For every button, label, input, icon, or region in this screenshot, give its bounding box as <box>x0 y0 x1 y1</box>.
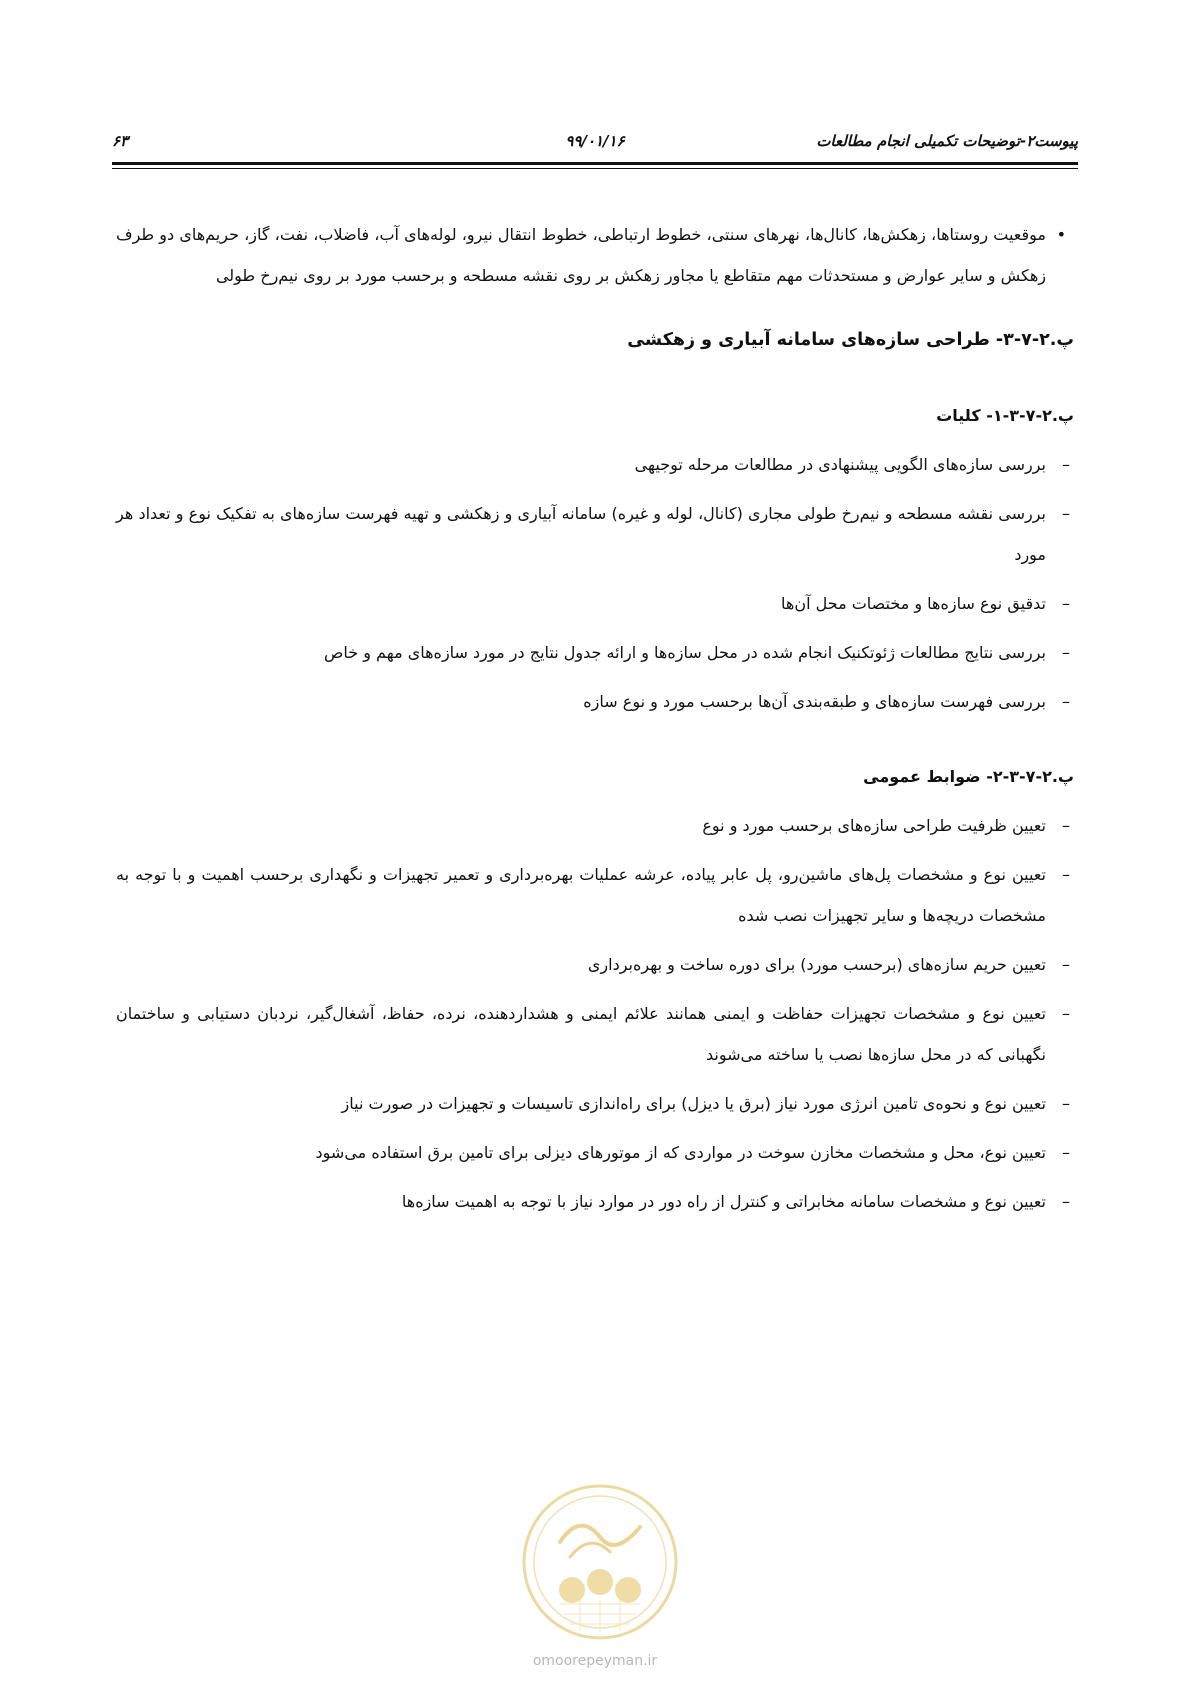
intro-bullet-text: موقعیت روستاها، زهکش‌ها، کانال‌ها، نهرهای سنتی، خطوط ارتباطی، خطوط انتقال نیرو، لوله‌های آب، فاضلاب، نفت، گاز، حریم‌های دو طرف زهکش و سایر عوارض و مستحدثات مهم متقاطع یا مجاور زهکش بر روی نقشه مسطحه و برحسب مورد بر روی نیم‌رخ طولی <box>116 225 1046 285</box>
dash-icon: – <box>1062 643 1070 662</box>
header-rule-thick <box>112 162 1078 165</box>
header-rule-thin <box>112 168 1078 169</box>
dash-icon: – <box>1062 594 1070 613</box>
list-item: – تعیین حریم سازه‌های (برحسب مورد) برای دوره ساخت و بهره‌برداری <box>116 944 1074 985</box>
watermark-url: omoorepeyman.ir <box>532 1653 658 1669</box>
dash-icon: – <box>1062 955 1070 974</box>
dash-icon: – <box>1062 1192 1070 1211</box>
dash-icon: – <box>1062 504 1070 523</box>
dash-icon: – <box>1062 1143 1070 1162</box>
list-item: – تدقیق نوع سازه‌ها و مختصات محل آن‌ها <box>116 583 1074 624</box>
list-item: – بررسی فهرست سازه‌های و طبقه‌بندی آن‌ها برحسب مورد و نوع سازه <box>116 681 1074 722</box>
watermark-seal-icon <box>520 1482 680 1642</box>
list-item: – تعیین نوع و مشخصات پل‌های ماشین‌رو، پل عابر پیاده، عرشه عملیات بهره‌برداری و تعمیر تجهیزات و نگهداری برحسب اهمیت و با توجه به مشخصات دریچه‌ها و سایر تجهیزات نصب شده <box>116 854 1074 936</box>
page-number: ۶۳ <box>112 132 129 150</box>
page-header <box>112 128 1078 154</box>
section-heading: پ.۲-۷-۳- طراحی سازه‌های سامانه آبیاری و زهکشی <box>627 330 1074 350</box>
dash-icon: – <box>1062 1094 1070 1113</box>
intro-bullet <box>116 214 1074 296</box>
subsection-2-heading: پ.۲-۷-۳-۲- ضوابط عمومی <box>863 767 1074 786</box>
document-body <box>116 214 1074 1230</box>
dash-icon: – <box>1062 865 1070 884</box>
list-item: – تعیین نوع، محل و مشخصات مخازن سوخت در مواردی که از موتورهای دیزلی برای تامین برق استفاده می‌شود <box>116 1132 1074 1173</box>
dash-icon: – <box>1062 455 1070 474</box>
list-item: – تعیین نوع و مشخصات تجهیزات حفاظت و ایمنی همانند علائم ایمنی و هشداردهنده، نرده، حفاظ، آشغال‌گیر، نردبان دستیابی و ساختمان نگهبانی که در محل سازه‌ها نصب یا ساخته می‌شوند <box>116 993 1074 1075</box>
list-item: – تعیین نوع و نحوه‌ی تامین انرژی مورد نیاز (برق یا دیزل) برای راه‌اندازی تاسیسات و تجهیزات در صورت نیاز <box>116 1083 1074 1124</box>
list-item: – تعیین ظرفیت طراحی سازه‌های برحسب مورد و نوع <box>116 805 1074 846</box>
list-item: – تعیین نوع و مشخصات سامانه مخابراتی و کنترل از راه دور در موارد نیاز با توجه به اهمیت سازه‌ها <box>116 1181 1074 1222</box>
dash-icon: – <box>1062 816 1070 835</box>
header-title: پیوست۲-توضیحات تکمیلی انجام مطالعات <box>816 132 1078 150</box>
list-item: – بررسی نقشه مسطحه و نیم‌رخ طولی مجاری (کانال، لوله و غیره) سامانه آبیاری و زهکشی و تهیه فهرست سازه‌های به تفکیک نوع و تعداد هر مورد <box>116 493 1074 575</box>
bullet-dot-icon: • <box>1056 225 1066 244</box>
subsection-1-list <box>116 444 1074 722</box>
subsection-1-heading: پ.۲-۷-۳-۱- کلیات <box>936 406 1074 425</box>
subsection-2-list <box>116 805 1074 1222</box>
dash-icon: – <box>1062 692 1070 711</box>
list-item: – بررسی نتایج مطالعات ژئوتکنیک انجام شده در محل سازه‌ها و ارائه جدول نتایج در مورد سازه‌های مهم و خاص <box>116 632 1074 673</box>
list-item: – بررسی سازه‌های الگویی پیشنهادی در مطالعات مرحله توجیهی <box>116 444 1074 485</box>
dash-icon: – <box>1062 1004 1070 1023</box>
header-date: ۹۹/۰۱/۱۶ <box>565 132 625 150</box>
